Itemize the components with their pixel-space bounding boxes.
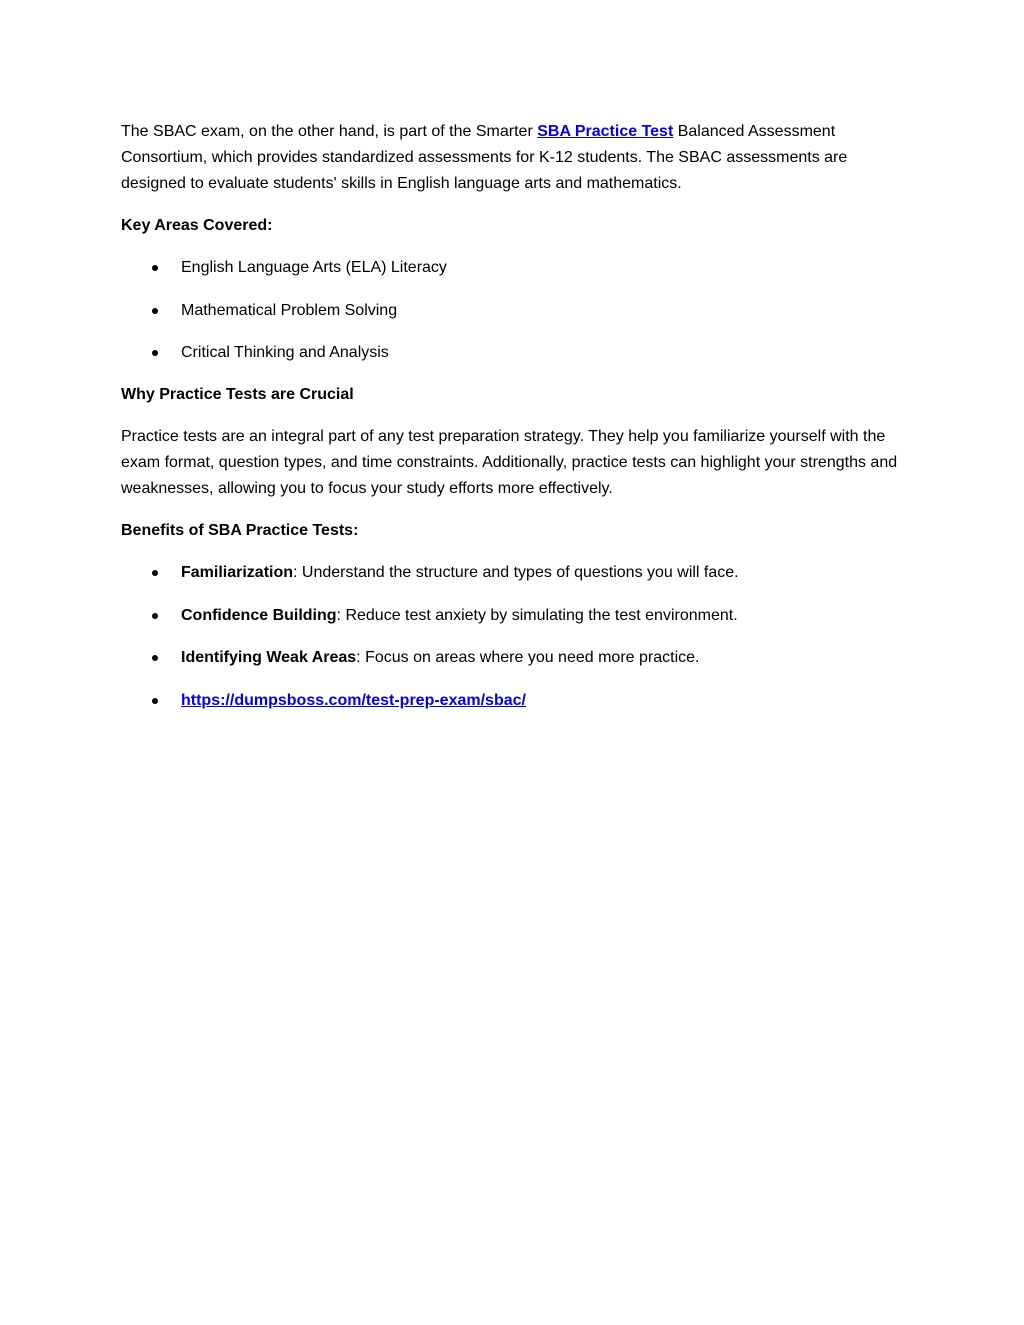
benefit-text: : Focus on areas where you need more practice. bbox=[356, 649, 700, 666]
key-areas-list bbox=[121, 255, 911, 366]
key-areas-heading: Key Areas Covered: bbox=[121, 217, 273, 234]
benefit-term: Identifying Weak Areas bbox=[181, 649, 357, 666]
bullet-icon bbox=[152, 570, 158, 576]
list-item-text: Critical Thinking and Analysis bbox=[181, 344, 389, 361]
list-item bbox=[121, 340, 911, 366]
intro-text-end: Balanced Assessment Consortium, which provides standardized assessments for K-12 students. The SBAC assessments are designed to evaluate students' skills in English language arts and mathematics. bbox=[121, 123, 848, 192]
why-practice-heading: Why Practice Tests are Crucial bbox=[121, 386, 354, 403]
intro-text-start: The SBAC exam, on the other hand, is part of the Smarter bbox=[121, 123, 538, 140]
list-item bbox=[121, 688, 911, 714]
benefits-heading: Benefits of SBA Practice Tests: bbox=[121, 522, 359, 539]
list-item bbox=[121, 645, 911, 671]
bullet-icon bbox=[152, 265, 158, 271]
list-item bbox=[121, 603, 911, 629]
dumpsboss-url-link[interactable]: https://dumpsboss.com/test-prep-exam/sbac/ bbox=[181, 691, 526, 709]
sba-practice-test-link[interactable]: SBA Practice Test bbox=[537, 123, 674, 140]
bullet-icon bbox=[152, 308, 158, 314]
list-item bbox=[121, 298, 911, 324]
list-item-text: Mathematical Problem Solving bbox=[181, 301, 398, 319]
list-item-text: English Language Arts (ELA) Literacy bbox=[181, 259, 447, 276]
benefit-text: : Reduce test anxiety by simulating the test environment. bbox=[336, 606, 738, 624]
bullet-icon bbox=[152, 698, 158, 704]
benefit-term: Familiarization bbox=[181, 564, 294, 581]
document-body bbox=[121, 119, 911, 730]
bullet-icon bbox=[152, 350, 158, 356]
benefits-list bbox=[121, 560, 911, 714]
why-practice-paragraph: Practice tests are an integral part of any test preparation strategy. They help you familiarize yourself with the exam format, question types, and time constraints. Additionally, practice tests can highlight your strengths and weaknesses, allowing you to focus your study efforts more effectively. bbox=[121, 428, 898, 497]
bullet-icon bbox=[152, 613, 158, 619]
benefit-text: : Understand the structure and types of questions you will face. bbox=[293, 564, 739, 581]
list-item bbox=[121, 560, 911, 586]
intro-paragraph bbox=[121, 119, 911, 197]
bullet-icon bbox=[152, 655, 158, 661]
list-item bbox=[121, 255, 911, 281]
benefit-term: Confidence Building bbox=[181, 606, 337, 624]
